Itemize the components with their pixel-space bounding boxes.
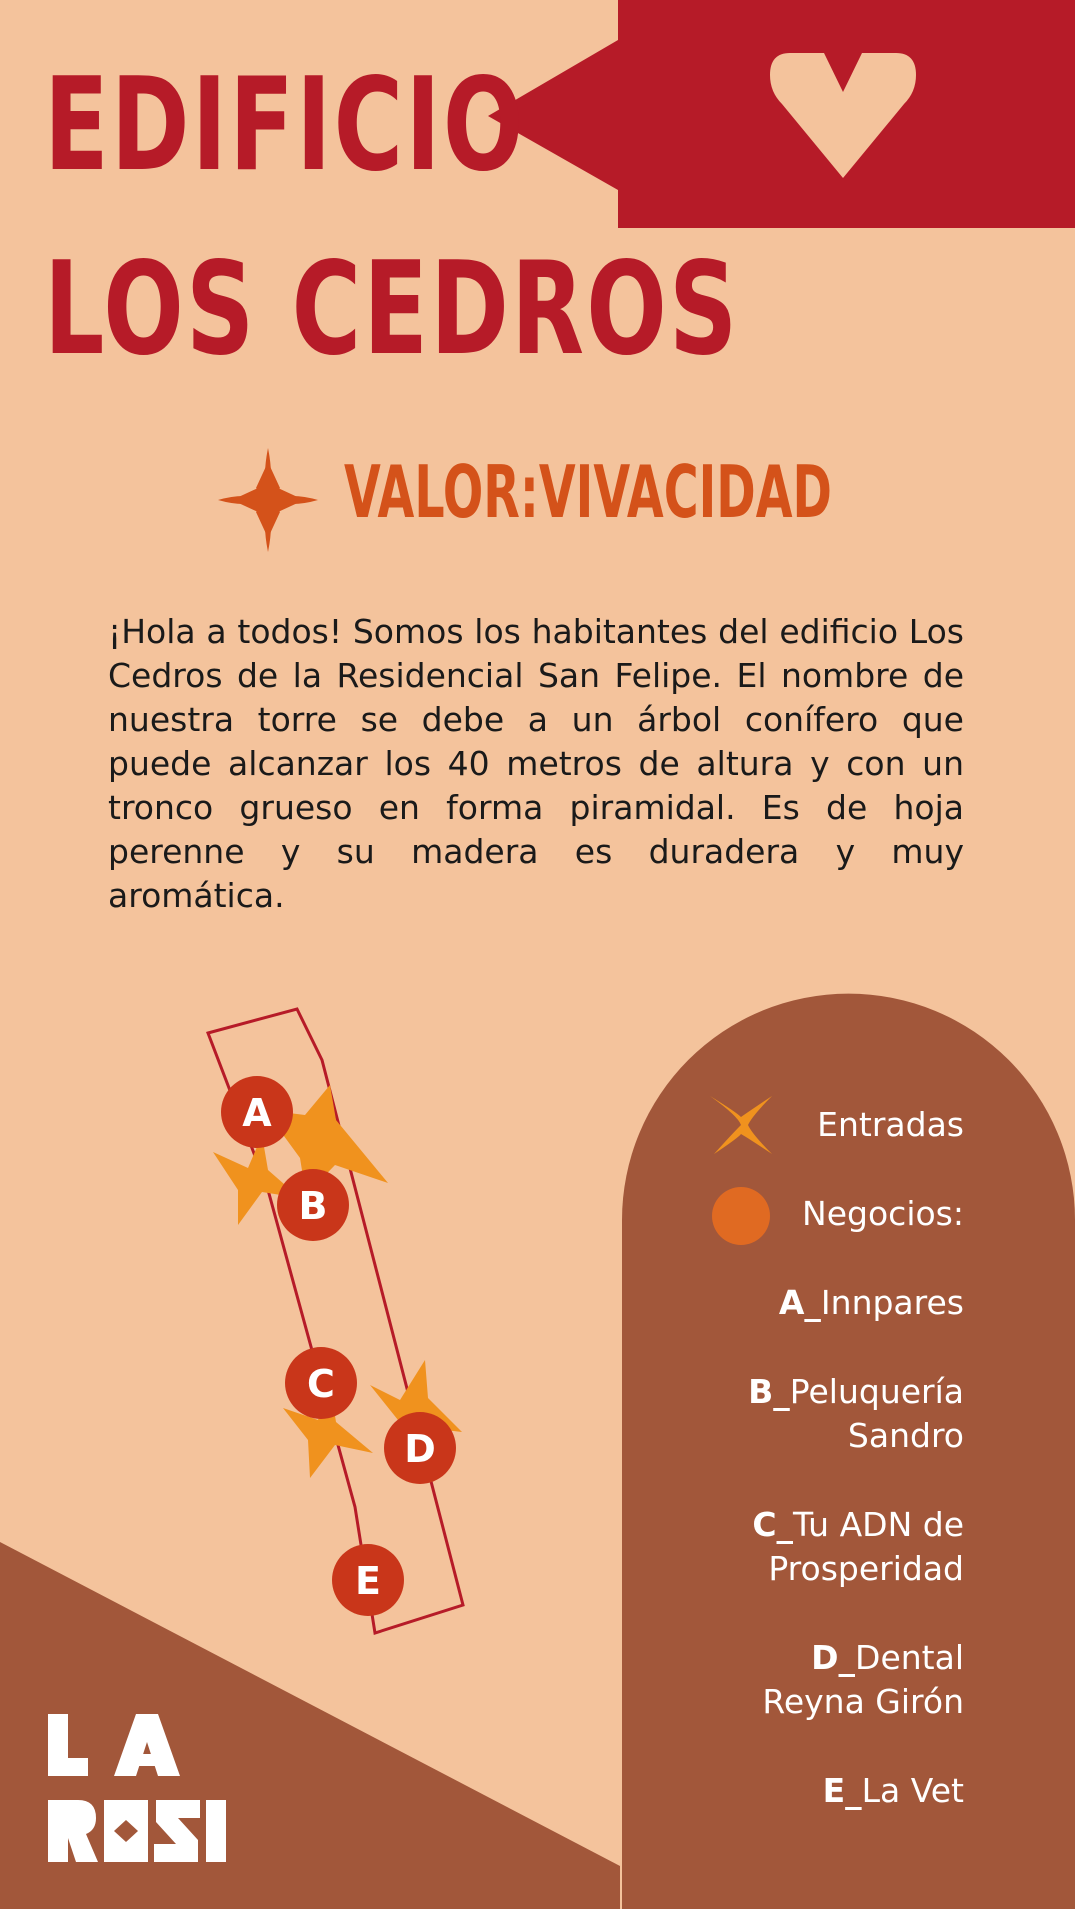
title-line-2: LOS CEDROS: [44, 235, 740, 384]
legend-item-code: D_: [811, 1638, 856, 1677]
legend-item-name-2: Sandro: [847, 1416, 964, 1455]
legend-item-name: Dental: [855, 1638, 964, 1677]
pin-label: C: [307, 1362, 335, 1406]
legend-item-code: B_: [748, 1372, 790, 1411]
pin-label: E: [355, 1559, 381, 1603]
pin-label: A: [242, 1091, 272, 1135]
la-resi-logo: [48, 1714, 270, 1864]
legend-item-name: Peluquería: [789, 1372, 964, 1411]
legend-item-name: Tu ADN de: [793, 1505, 964, 1544]
legend-item-d: [762, 1636, 964, 1724]
legend-item-name-2: Prosperidad: [768, 1549, 964, 1588]
business-pin-d: [384, 1412, 456, 1484]
business-pin-c: [285, 1347, 357, 1419]
pin-label: D: [404, 1427, 436, 1471]
business-pin-b: [277, 1169, 349, 1241]
legend-item-code: E_: [822, 1771, 862, 1810]
star-icon: [708, 1094, 774, 1156]
business-pin-e: [332, 1544, 404, 1616]
value-tag-label: VALOR:VIVACIDAD: [344, 450, 832, 534]
circle-icon: [712, 1187, 770, 1245]
legend-entrances-label: Entradas: [817, 1105, 964, 1144]
header-banner: [488, 0, 1075, 228]
legend-item-name: La Vet: [861, 1771, 964, 1810]
legend-item-c: [752, 1503, 964, 1591]
business-pin-a: [221, 1076, 293, 1148]
building-map: [200, 1000, 480, 1640]
legend-item-code: C_: [752, 1505, 794, 1544]
legend-item-name: Innpares: [820, 1283, 964, 1322]
intro-paragraph: ¡Hola a todos! Somos los habitantes del edificio Los Cedros de la Residencial San Felipe. El nombre de nuestra torre se debe a un árbol conífero que puede alcanzar los 40 metros de altura y con un tronco grueso en forma piramidal. Es de hoja perenne y su madera es duradera y muy aromática.: [108, 612, 964, 915]
legend-item-a: [779, 1281, 964, 1325]
four-point-star-icon: [218, 448, 318, 552]
pin-label: B: [298, 1184, 328, 1228]
legend-item-name-2: Reyna Girón: [762, 1682, 964, 1721]
legend-item-b: [748, 1370, 964, 1458]
legend-item-code: A_: [778, 1283, 821, 1322]
legend-item-e: [823, 1769, 964, 1813]
title-line-1: EDIFICIO: [44, 51, 526, 200]
legend-businesses-label: Negocios:: [802, 1194, 964, 1233]
